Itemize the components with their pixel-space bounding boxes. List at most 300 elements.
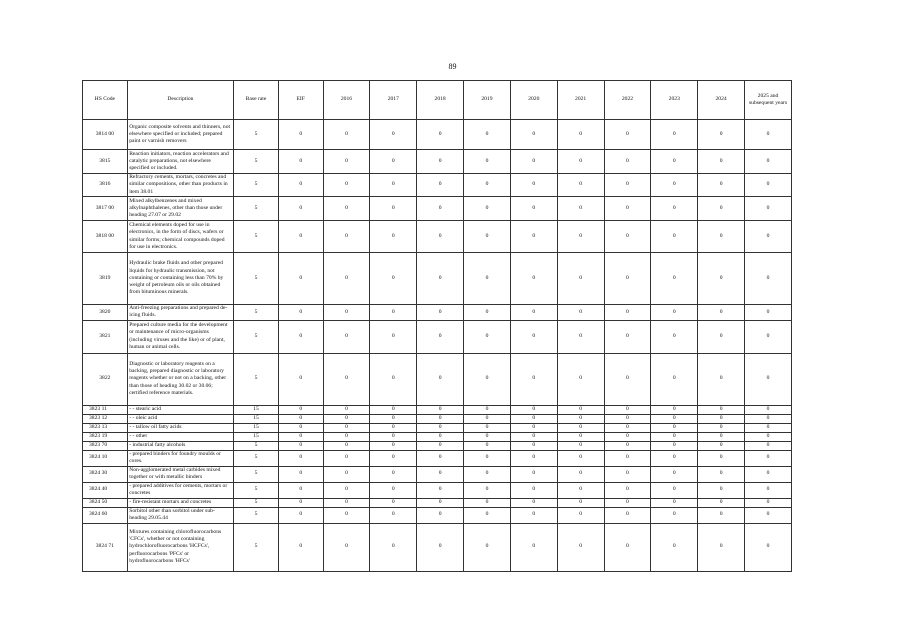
cell-staged-rate: 0 xyxy=(464,305,511,321)
table-row xyxy=(83,320,792,353)
table-row xyxy=(83,253,792,305)
cell-description: Non-agglomerated metal carbides mixed together or with metallic binders xyxy=(127,466,233,482)
cell-staged-rate: 0 xyxy=(464,405,511,414)
cell-staged-rate: 0 xyxy=(745,305,792,321)
cell-staged-rate: 0 xyxy=(323,197,370,221)
cell-base-rate: 5 xyxy=(234,441,279,450)
cell-staged-rate: 0 xyxy=(510,450,557,466)
cell-staged-rate: 0 xyxy=(745,221,792,253)
cell-staged-rate: 0 xyxy=(278,523,323,571)
cell-staged-rate: 0 xyxy=(557,507,604,523)
cell-hs-code: 3816 xyxy=(83,174,128,197)
cell-description: Reaction initiators, reaction accelerators and catalytic preparations, not elsewhere specified or included. xyxy=(127,150,233,174)
cell-staged-rate: 0 xyxy=(464,253,511,305)
header-2024: 2024 xyxy=(698,81,745,120)
cell-staged-rate: 0 xyxy=(745,253,792,305)
cell-staged-rate: 0 xyxy=(370,507,417,523)
table-row xyxy=(83,423,792,432)
cell-staged-rate: 0 xyxy=(510,466,557,482)
cell-staged-rate: 0 xyxy=(417,353,464,405)
cell-staged-rate: 0 xyxy=(323,482,370,498)
table-row xyxy=(83,197,792,221)
cell-staged-rate: 0 xyxy=(557,498,604,507)
cell-staged-rate: 0 xyxy=(464,482,511,498)
cell-staged-rate: 0 xyxy=(604,120,651,150)
cell-staged-rate: 0 xyxy=(278,221,323,253)
cell-staged-rate: 0 xyxy=(510,523,557,571)
cell-hs-code: 3817 00 xyxy=(83,197,128,221)
cell-staged-rate: 0 xyxy=(651,150,698,174)
cell-staged-rate: 0 xyxy=(651,523,698,571)
cell-staged-rate: 0 xyxy=(745,174,792,197)
cell-staged-rate: 0 xyxy=(370,150,417,174)
cell-staged-rate: 0 xyxy=(651,432,698,441)
cell-description: - - stearic acid xyxy=(127,405,233,414)
cell-staged-rate: 0 xyxy=(745,523,792,571)
cell-staged-rate: 0 xyxy=(278,253,323,305)
cell-staged-rate: 0 xyxy=(370,498,417,507)
cell-staged-rate: 0 xyxy=(604,197,651,221)
cell-staged-rate: 0 xyxy=(370,423,417,432)
cell-description: Organic composite solvents and thinners, not elsewhere specified or included; prepared paint or varnish removers xyxy=(127,120,233,150)
header-2018: 2018 xyxy=(417,81,464,120)
table-row xyxy=(83,405,792,414)
cell-staged-rate: 0 xyxy=(278,405,323,414)
cell-staged-rate: 0 xyxy=(323,221,370,253)
cell-staged-rate: 0 xyxy=(651,423,698,432)
cell-staged-rate: 0 xyxy=(278,498,323,507)
table-header-row xyxy=(83,81,792,120)
cell-staged-rate: 0 xyxy=(370,450,417,466)
cell-base-rate: 5 xyxy=(234,305,279,321)
cell-staged-rate: 0 xyxy=(651,466,698,482)
cell-staged-rate: 0 xyxy=(464,450,511,466)
cell-hs-code: 3824 71 xyxy=(83,523,128,571)
cell-staged-rate: 0 xyxy=(510,320,557,353)
cell-staged-rate: 0 xyxy=(464,441,511,450)
cell-description: Refractory cements, mortars, concretes and similar compositions, other than products in item 38.01 xyxy=(127,174,233,197)
cell-hs-code: 3824 50 xyxy=(83,498,128,507)
cell-staged-rate: 0 xyxy=(464,523,511,571)
cell-staged-rate: 0 xyxy=(417,221,464,253)
cell-staged-rate: 0 xyxy=(698,450,745,466)
cell-staged-rate: 0 xyxy=(417,432,464,441)
cell-staged-rate: 0 xyxy=(745,507,792,523)
cell-staged-rate: 0 xyxy=(510,305,557,321)
cell-staged-rate: 0 xyxy=(651,320,698,353)
cell-staged-rate: 0 xyxy=(651,498,698,507)
header-2017: 2017 xyxy=(370,81,417,120)
cell-staged-rate: 0 xyxy=(417,150,464,174)
cell-hs-code: 3822 xyxy=(83,353,128,405)
cell-staged-rate: 0 xyxy=(464,120,511,150)
header-2019: 2019 xyxy=(464,81,511,120)
cell-staged-rate: 0 xyxy=(698,253,745,305)
cell-staged-rate: 0 xyxy=(323,423,370,432)
table-row xyxy=(83,507,792,523)
cell-staged-rate: 0 xyxy=(604,498,651,507)
table-row xyxy=(83,305,792,321)
cell-staged-rate: 0 xyxy=(370,174,417,197)
cell-hs-code: 3819 xyxy=(83,253,128,305)
cell-staged-rate: 0 xyxy=(464,466,511,482)
cell-staged-rate: 0 xyxy=(698,150,745,174)
cell-staged-rate: 0 xyxy=(698,414,745,423)
cell-staged-rate: 0 xyxy=(557,414,604,423)
cell-staged-rate: 0 xyxy=(278,174,323,197)
cell-staged-rate: 0 xyxy=(604,320,651,353)
cell-staged-rate: 0 xyxy=(323,150,370,174)
cell-staged-rate: 0 xyxy=(278,441,323,450)
cell-description: - fire-resistant mortars and concretes xyxy=(127,498,233,507)
cell-staged-rate: 0 xyxy=(604,253,651,305)
table-row xyxy=(83,120,792,150)
cell-staged-rate: 0 xyxy=(417,414,464,423)
cell-staged-rate: 0 xyxy=(323,441,370,450)
cell-staged-rate: 0 xyxy=(745,197,792,221)
header-2021: 2021 xyxy=(557,81,604,120)
cell-staged-rate: 0 xyxy=(745,450,792,466)
cell-base-rate: 5 xyxy=(234,482,279,498)
cell-staged-rate: 0 xyxy=(278,305,323,321)
cell-staged-rate: 0 xyxy=(417,120,464,150)
table-row xyxy=(83,450,792,466)
cell-staged-rate: 0 xyxy=(745,432,792,441)
table-body xyxy=(83,120,792,572)
cell-staged-rate: 0 xyxy=(323,466,370,482)
cell-description: Hydraulic brake fluids and other prepared liquids for hydraulic transmission, not containing or containing less than 70% by weight of petroleum oils or oils obtained from bituminous minerals. xyxy=(127,253,233,305)
cell-description: - - tallow oil fatty acids xyxy=(127,423,233,432)
cell-hs-code: 3824 10 xyxy=(83,450,128,466)
cell-description: Anti-freezing preparations and prepared de-icing fluids. xyxy=(127,305,233,321)
cell-staged-rate: 0 xyxy=(417,441,464,450)
cell-staged-rate: 0 xyxy=(745,150,792,174)
cell-staged-rate: 0 xyxy=(464,507,511,523)
cell-staged-rate: 0 xyxy=(464,320,511,353)
cell-staged-rate: 0 xyxy=(604,466,651,482)
cell-staged-rate: 0 xyxy=(698,466,745,482)
cell-staged-rate: 0 xyxy=(510,253,557,305)
cell-staged-rate: 0 xyxy=(557,305,604,321)
table-row xyxy=(83,353,792,405)
cell-staged-rate: 0 xyxy=(510,441,557,450)
cell-staged-rate: 0 xyxy=(417,423,464,432)
cell-staged-rate: 0 xyxy=(417,498,464,507)
cell-base-rate: 5 xyxy=(234,450,279,466)
header-2020: 2020 xyxy=(510,81,557,120)
cell-staged-rate: 0 xyxy=(510,507,557,523)
cell-staged-rate: 0 xyxy=(278,482,323,498)
cell-staged-rate: 0 xyxy=(745,405,792,414)
cell-staged-rate: 0 xyxy=(370,432,417,441)
cell-staged-rate: 0 xyxy=(745,120,792,150)
cell-staged-rate: 0 xyxy=(745,414,792,423)
cell-staged-rate: 0 xyxy=(557,441,604,450)
cell-staged-rate: 0 xyxy=(464,353,511,405)
table-row xyxy=(83,498,792,507)
cell-staged-rate: 0 xyxy=(510,432,557,441)
cell-staged-rate: 0 xyxy=(510,498,557,507)
cell-staged-rate: 0 xyxy=(557,466,604,482)
cell-description: Prepared culture media for the development or maintenance of micro-organisms (including viruses and the like) or of plant, human or animal cells. xyxy=(127,320,233,353)
cell-staged-rate: 0 xyxy=(557,120,604,150)
cell-staged-rate: 0 xyxy=(745,482,792,498)
cell-staged-rate: 0 xyxy=(464,498,511,507)
cell-hs-code: 3824 30 xyxy=(83,466,128,482)
cell-staged-rate: 0 xyxy=(698,432,745,441)
cell-staged-rate: 0 xyxy=(604,523,651,571)
cell-staged-rate: 0 xyxy=(417,523,464,571)
cell-staged-rate: 0 xyxy=(604,482,651,498)
cell-base-rate: 5 xyxy=(234,221,279,253)
cell-staged-rate: 0 xyxy=(278,423,323,432)
cell-staged-rate: 0 xyxy=(698,405,745,414)
cell-staged-rate: 0 xyxy=(323,432,370,441)
cell-staged-rate: 0 xyxy=(510,405,557,414)
cell-staged-rate: 0 xyxy=(323,498,370,507)
cell-staged-rate: 0 xyxy=(417,450,464,466)
cell-staged-rate: 0 xyxy=(370,353,417,405)
cell-staged-rate: 0 xyxy=(557,174,604,197)
cell-hs-code: 3814 00 xyxy=(83,120,128,150)
cell-staged-rate: 0 xyxy=(510,414,557,423)
cell-staged-rate: 0 xyxy=(370,405,417,414)
cell-staged-rate: 0 xyxy=(651,253,698,305)
cell-staged-rate: 0 xyxy=(464,150,511,174)
cell-staged-rate: 0 xyxy=(651,197,698,221)
cell-staged-rate: 0 xyxy=(557,253,604,305)
cell-description: - - oleic acid xyxy=(127,414,233,423)
cell-staged-rate: 0 xyxy=(651,414,698,423)
cell-staged-rate: 0 xyxy=(651,507,698,523)
cell-staged-rate: 0 xyxy=(464,423,511,432)
cell-staged-rate: 0 xyxy=(417,482,464,498)
cell-staged-rate: 0 xyxy=(745,423,792,432)
cell-description: - prepared binders for foundry moulds or cores. xyxy=(127,450,233,466)
cell-staged-rate: 0 xyxy=(417,507,464,523)
cell-staged-rate: 0 xyxy=(323,305,370,321)
cell-staged-rate: 0 xyxy=(651,450,698,466)
cell-description: - - other xyxy=(127,432,233,441)
cell-description: Chemical elements doped for use in electronics, in the form of discs, wafers or similar forms; chemical compounds doped for use in electronics. xyxy=(127,221,233,253)
cell-staged-rate: 0 xyxy=(278,120,323,150)
page-number: 89 xyxy=(448,62,457,71)
header-eif: EIF xyxy=(278,81,323,120)
cell-staged-rate: 0 xyxy=(698,423,745,432)
cell-staged-rate: 0 xyxy=(604,353,651,405)
cell-staged-rate: 0 xyxy=(651,405,698,414)
cell-staged-rate: 0 xyxy=(604,150,651,174)
cell-staged-rate: 0 xyxy=(698,221,745,253)
cell-staged-rate: 0 xyxy=(557,450,604,466)
cell-hs-code: 3823 19 xyxy=(83,432,128,441)
cell-staged-rate: 0 xyxy=(417,197,464,221)
cell-staged-rate: 0 xyxy=(370,305,417,321)
cell-staged-rate: 0 xyxy=(510,423,557,432)
cell-base-rate: 5 xyxy=(234,253,279,305)
cell-staged-rate: 0 xyxy=(745,498,792,507)
cell-staged-rate: 0 xyxy=(698,523,745,571)
cell-staged-rate: 0 xyxy=(278,197,323,221)
cell-staged-rate: 0 xyxy=(651,353,698,405)
cell-staged-rate: 0 xyxy=(604,405,651,414)
cell-base-rate: 5 xyxy=(234,120,279,150)
table-row xyxy=(83,466,792,482)
cell-staged-rate: 0 xyxy=(604,450,651,466)
cell-description: - industrial fatty alcohols xyxy=(127,441,233,450)
cell-staged-rate: 0 xyxy=(278,432,323,441)
table-row xyxy=(83,150,792,174)
cell-staged-rate: 0 xyxy=(278,466,323,482)
cell-staged-rate: 0 xyxy=(417,253,464,305)
cell-staged-rate: 0 xyxy=(278,353,323,405)
table-row xyxy=(83,432,792,441)
cell-staged-rate: 0 xyxy=(278,507,323,523)
cell-description: Sorbitol other than sorbitol under sub-heading 29.05.44 xyxy=(127,507,233,523)
cell-hs-code: 3824 60 xyxy=(83,507,128,523)
cell-description: Mixed alkylbenzenes and mixed alkylnaphthalenes, other than those under heading 27.07 or 29.02 xyxy=(127,197,233,221)
cell-hs-code: 3823 11 xyxy=(83,405,128,414)
cell-base-rate: 5 xyxy=(234,320,279,353)
cell-hs-code: 3823 70 xyxy=(83,441,128,450)
cell-staged-rate: 0 xyxy=(698,498,745,507)
cell-staged-rate: 0 xyxy=(698,305,745,321)
cell-staged-rate: 0 xyxy=(557,423,604,432)
cell-staged-rate: 0 xyxy=(698,441,745,450)
cell-staged-rate: 0 xyxy=(464,174,511,197)
cell-staged-rate: 0 xyxy=(464,197,511,221)
cell-staged-rate: 0 xyxy=(370,523,417,571)
cell-staged-rate: 0 xyxy=(323,253,370,305)
header-2023: 2023 xyxy=(651,81,698,120)
cell-staged-rate: 0 xyxy=(464,432,511,441)
header-2025-subsequent: 2025 and subsequent years xyxy=(745,81,792,120)
cell-staged-rate: 0 xyxy=(604,305,651,321)
cell-staged-rate: 0 xyxy=(323,174,370,197)
cell-staged-rate: 0 xyxy=(323,523,370,571)
cell-staged-rate: 0 xyxy=(370,320,417,353)
cell-staged-rate: 0 xyxy=(323,405,370,414)
cell-staged-rate: 0 xyxy=(370,466,417,482)
cell-base-rate: 5 xyxy=(234,353,279,405)
table-row xyxy=(83,221,792,253)
cell-hs-code: 3823 13 xyxy=(83,423,128,432)
cell-staged-rate: 0 xyxy=(604,441,651,450)
cell-hs-code: 3823 12 xyxy=(83,414,128,423)
cell-description: - prepared additives for cements, mortars or concretes xyxy=(127,482,233,498)
cell-staged-rate: 0 xyxy=(278,450,323,466)
cell-staged-rate: 0 xyxy=(604,414,651,423)
cell-hs-code: 3815 xyxy=(83,150,128,174)
cell-staged-rate: 0 xyxy=(510,120,557,150)
header-2016: 2016 xyxy=(323,81,370,120)
cell-staged-rate: 0 xyxy=(651,305,698,321)
cell-base-rate: 15 xyxy=(234,405,279,414)
cell-staged-rate: 0 xyxy=(323,320,370,353)
cell-staged-rate: 0 xyxy=(651,174,698,197)
table-row xyxy=(83,174,792,197)
table-row xyxy=(83,441,792,450)
cell-staged-rate: 0 xyxy=(698,197,745,221)
cell-staged-rate: 0 xyxy=(557,523,604,571)
header-2022: 2022 xyxy=(604,81,651,120)
cell-staged-rate: 0 xyxy=(278,320,323,353)
cell-base-rate: 5 xyxy=(234,197,279,221)
cell-staged-rate: 0 xyxy=(464,221,511,253)
cell-staged-rate: 0 xyxy=(417,405,464,414)
cell-staged-rate: 0 xyxy=(604,432,651,441)
cell-hs-code: 3821 xyxy=(83,320,128,353)
cell-staged-rate: 0 xyxy=(510,174,557,197)
cell-staged-rate: 0 xyxy=(370,414,417,423)
cell-staged-rate: 0 xyxy=(698,482,745,498)
table-row xyxy=(83,523,792,571)
cell-base-rate: 15 xyxy=(234,414,279,423)
cell-staged-rate: 0 xyxy=(651,441,698,450)
cell-staged-rate: 0 xyxy=(557,197,604,221)
cell-staged-rate: 0 xyxy=(323,120,370,150)
cell-staged-rate: 0 xyxy=(604,423,651,432)
cell-staged-rate: 0 xyxy=(745,441,792,450)
cell-staged-rate: 0 xyxy=(510,197,557,221)
cell-base-rate: 5 xyxy=(234,466,279,482)
cell-staged-rate: 0 xyxy=(323,450,370,466)
cell-staged-rate: 0 xyxy=(510,482,557,498)
cell-staged-rate: 0 xyxy=(698,353,745,405)
cell-base-rate: 5 xyxy=(234,174,279,197)
cell-base-rate: 5 xyxy=(234,498,279,507)
cell-staged-rate: 0 xyxy=(370,441,417,450)
cell-staged-rate: 0 xyxy=(417,320,464,353)
header-base-rate: Base rate xyxy=(234,81,279,120)
tariff-schedule-table xyxy=(82,80,792,572)
cell-staged-rate: 0 xyxy=(745,353,792,405)
cell-staged-rate: 0 xyxy=(370,197,417,221)
cell-staged-rate: 0 xyxy=(370,482,417,498)
header-hs-code: HS Code xyxy=(83,81,128,120)
cell-staged-rate: 0 xyxy=(651,482,698,498)
cell-staged-rate: 0 xyxy=(557,150,604,174)
cell-staged-rate: 0 xyxy=(651,120,698,150)
cell-staged-rate: 0 xyxy=(557,405,604,414)
cell-staged-rate: 0 xyxy=(604,174,651,197)
cell-staged-rate: 0 xyxy=(417,305,464,321)
cell-staged-rate: 0 xyxy=(323,507,370,523)
cell-staged-rate: 0 xyxy=(278,414,323,423)
cell-staged-rate: 0 xyxy=(417,466,464,482)
cell-description: Diagnostic or laboratory reagents on a backing, prepared diagnostic or laboratory reagents whether or not on a backing, other than those of heading 30.02 or 30.06; certified reference materials. xyxy=(127,353,233,405)
cell-staged-rate: 0 xyxy=(557,353,604,405)
cell-staged-rate: 0 xyxy=(698,120,745,150)
cell-staged-rate: 0 xyxy=(604,507,651,523)
cell-staged-rate: 0 xyxy=(464,414,511,423)
cell-staged-rate: 0 xyxy=(323,414,370,423)
cell-description: Mixtures containing chlorofluorocarbons 'CFCs', whether or not containing hydrochlorofluorocarbons 'HCFCs', perfluorocarbons 'PFCs' or hydrofluorocarbons 'HFCs' xyxy=(127,523,233,571)
cell-staged-rate: 0 xyxy=(370,221,417,253)
table-row xyxy=(83,482,792,498)
cell-hs-code: 3824 40 xyxy=(83,482,128,498)
cell-staged-rate: 0 xyxy=(557,482,604,498)
cell-staged-rate: 0 xyxy=(651,221,698,253)
cell-base-rate: 5 xyxy=(234,507,279,523)
cell-staged-rate: 0 xyxy=(370,120,417,150)
cell-staged-rate: 0 xyxy=(698,507,745,523)
cell-staged-rate: 0 xyxy=(557,221,604,253)
cell-staged-rate: 0 xyxy=(698,174,745,197)
cell-base-rate: 15 xyxy=(234,423,279,432)
cell-staged-rate: 0 xyxy=(278,150,323,174)
cell-base-rate: 15 xyxy=(234,432,279,441)
